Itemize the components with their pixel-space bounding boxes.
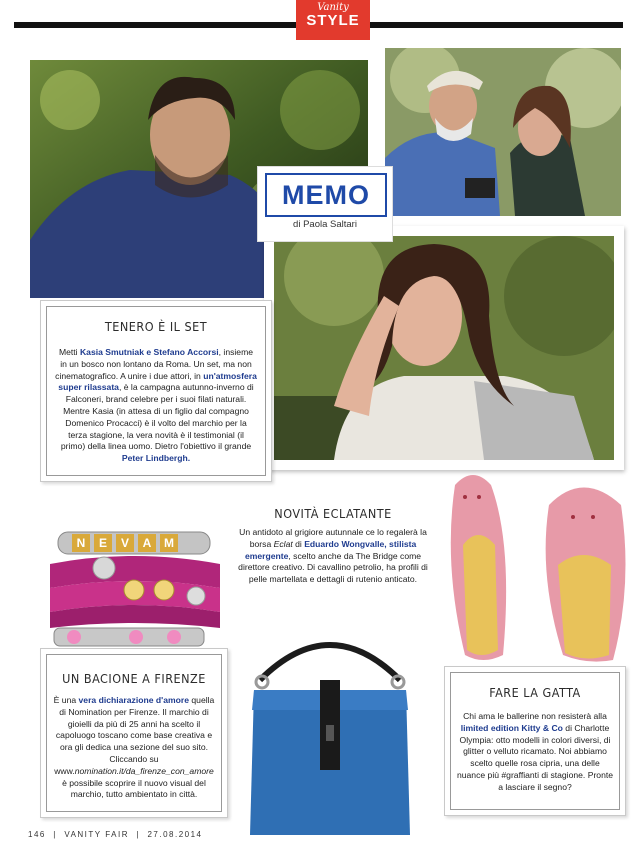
box-text — [455, 711, 615, 794]
text-run: , insieme in un bosco non lontano da Roma. Un set, ma non cinematografico. A unire i due attori, in — [55, 347, 254, 381]
box-novita — [238, 502, 428, 612]
box-text — [55, 347, 257, 465]
text-highlight: Eduardo Wongvalle, stilista emergente — [244, 538, 417, 561]
box-text — [53, 695, 215, 801]
text-highlight: Peter Lindbergh. — [121, 453, 191, 464]
text-run: di — [292, 538, 305, 549]
text-highlight: limited edition Kitty & Co — [460, 722, 563, 733]
memo-title-frame — [265, 173, 387, 217]
text-italic: nomination.it/da_firenze_con_amore — [74, 765, 214, 776]
bag-image — [250, 620, 410, 840]
magazine-name: VANITY FAIR — [64, 830, 129, 839]
box-title: TENERO È IL SET — [104, 319, 208, 334]
bracelet-letter: E — [94, 534, 112, 552]
text-run: , è la campagna autunno-inverno di Falconeri, brand celebre per i suoi filati naturali. Mentre Kasia (in attesa di un figlio dal compagno Domenico Procacci) è il volto del marchio per la terza stagione, la vera novità è il testimonial (il primo) della linea uomo. Dietro l'obiettivo il grande — [60, 382, 254, 452]
text-run: è possibile scoprire il nuovo visual del marchio, tutto ambientato in città. — [62, 777, 206, 800]
box-title: UN BACIONE A FIRENZE — [62, 671, 206, 686]
box-title: NOVITÀ ECLATANTE — [274, 506, 392, 521]
bracelet-letter: N — [72, 534, 90, 552]
text-run: Metti — [58, 347, 80, 357]
text-highlight: Kasia Smutniak e Stefano Accorsi — [79, 347, 219, 357]
text-highlight: vera dichiarazione d'amore — [78, 695, 189, 705]
bracelet-letters — [72, 534, 178, 552]
text-run: , scelto anche da The Bridge come direttore creativo. Di cavallino petrolio, ha profili di pelle martellata e dettagli di rutenio anticato. — [238, 550, 428, 585]
photo-photographer — [385, 48, 621, 216]
text-run: Un antidoto al grigiore autunnale ce lo regalerà la borsa — [239, 527, 427, 549]
text-run: Chi ama le ballerine non resisterà alla — [463, 711, 607, 721]
memo-label — [257, 166, 393, 242]
bracelet-letter: M — [160, 534, 178, 552]
box-firenze — [40, 648, 228, 818]
photo-portrait-frame — [264, 226, 624, 470]
text-italic: Eclat — [273, 538, 293, 549]
box-gatta — [444, 666, 626, 816]
memo-byline: di Paola Saltari — [293, 219, 357, 230]
box-text — [238, 527, 428, 586]
shoes-image — [443, 465, 633, 665]
logo-vanity: Vanity — [317, 2, 349, 13]
text-highlight: un'atmosfera super rilassata — [58, 370, 257, 393]
bracelet-letter: A — [138, 534, 156, 552]
photo-portrait — [274, 236, 614, 460]
box-tenero-set — [40, 300, 272, 482]
logo-style: STYLE — [306, 12, 360, 29]
box-title: FARE LA GATTA — [489, 685, 581, 700]
bracelets-image — [44, 518, 226, 654]
page-footer: 146 | VANITY FAIR | 27.08.2014 — [28, 830, 203, 839]
issue-date: 27.08.2014 — [147, 830, 203, 839]
section-logo — [296, 0, 370, 40]
text-run: È una — [53, 695, 79, 705]
bracelet-letter: V — [116, 534, 134, 552]
memo-title: MEMO — [282, 180, 370, 210]
text-run: di Charlotte Olympia: otto modelli in colori diversi, di glitter o velluto ricamato. Noi abbiamo scelto quelle rosa cipria, una delle nuance più #graffianti di stagione. Pronte a lasciare il segno? — [456, 722, 614, 792]
page-number: 146 — [28, 830, 46, 839]
text-run: quella di Nomination per Firenze. Il marchio di gioielli da più di 25 anni ha scelto il capoluogo toscano come base creativa e ora gli dedica una sezione del suo sito. Cliccando su www. — [54, 695, 215, 776]
